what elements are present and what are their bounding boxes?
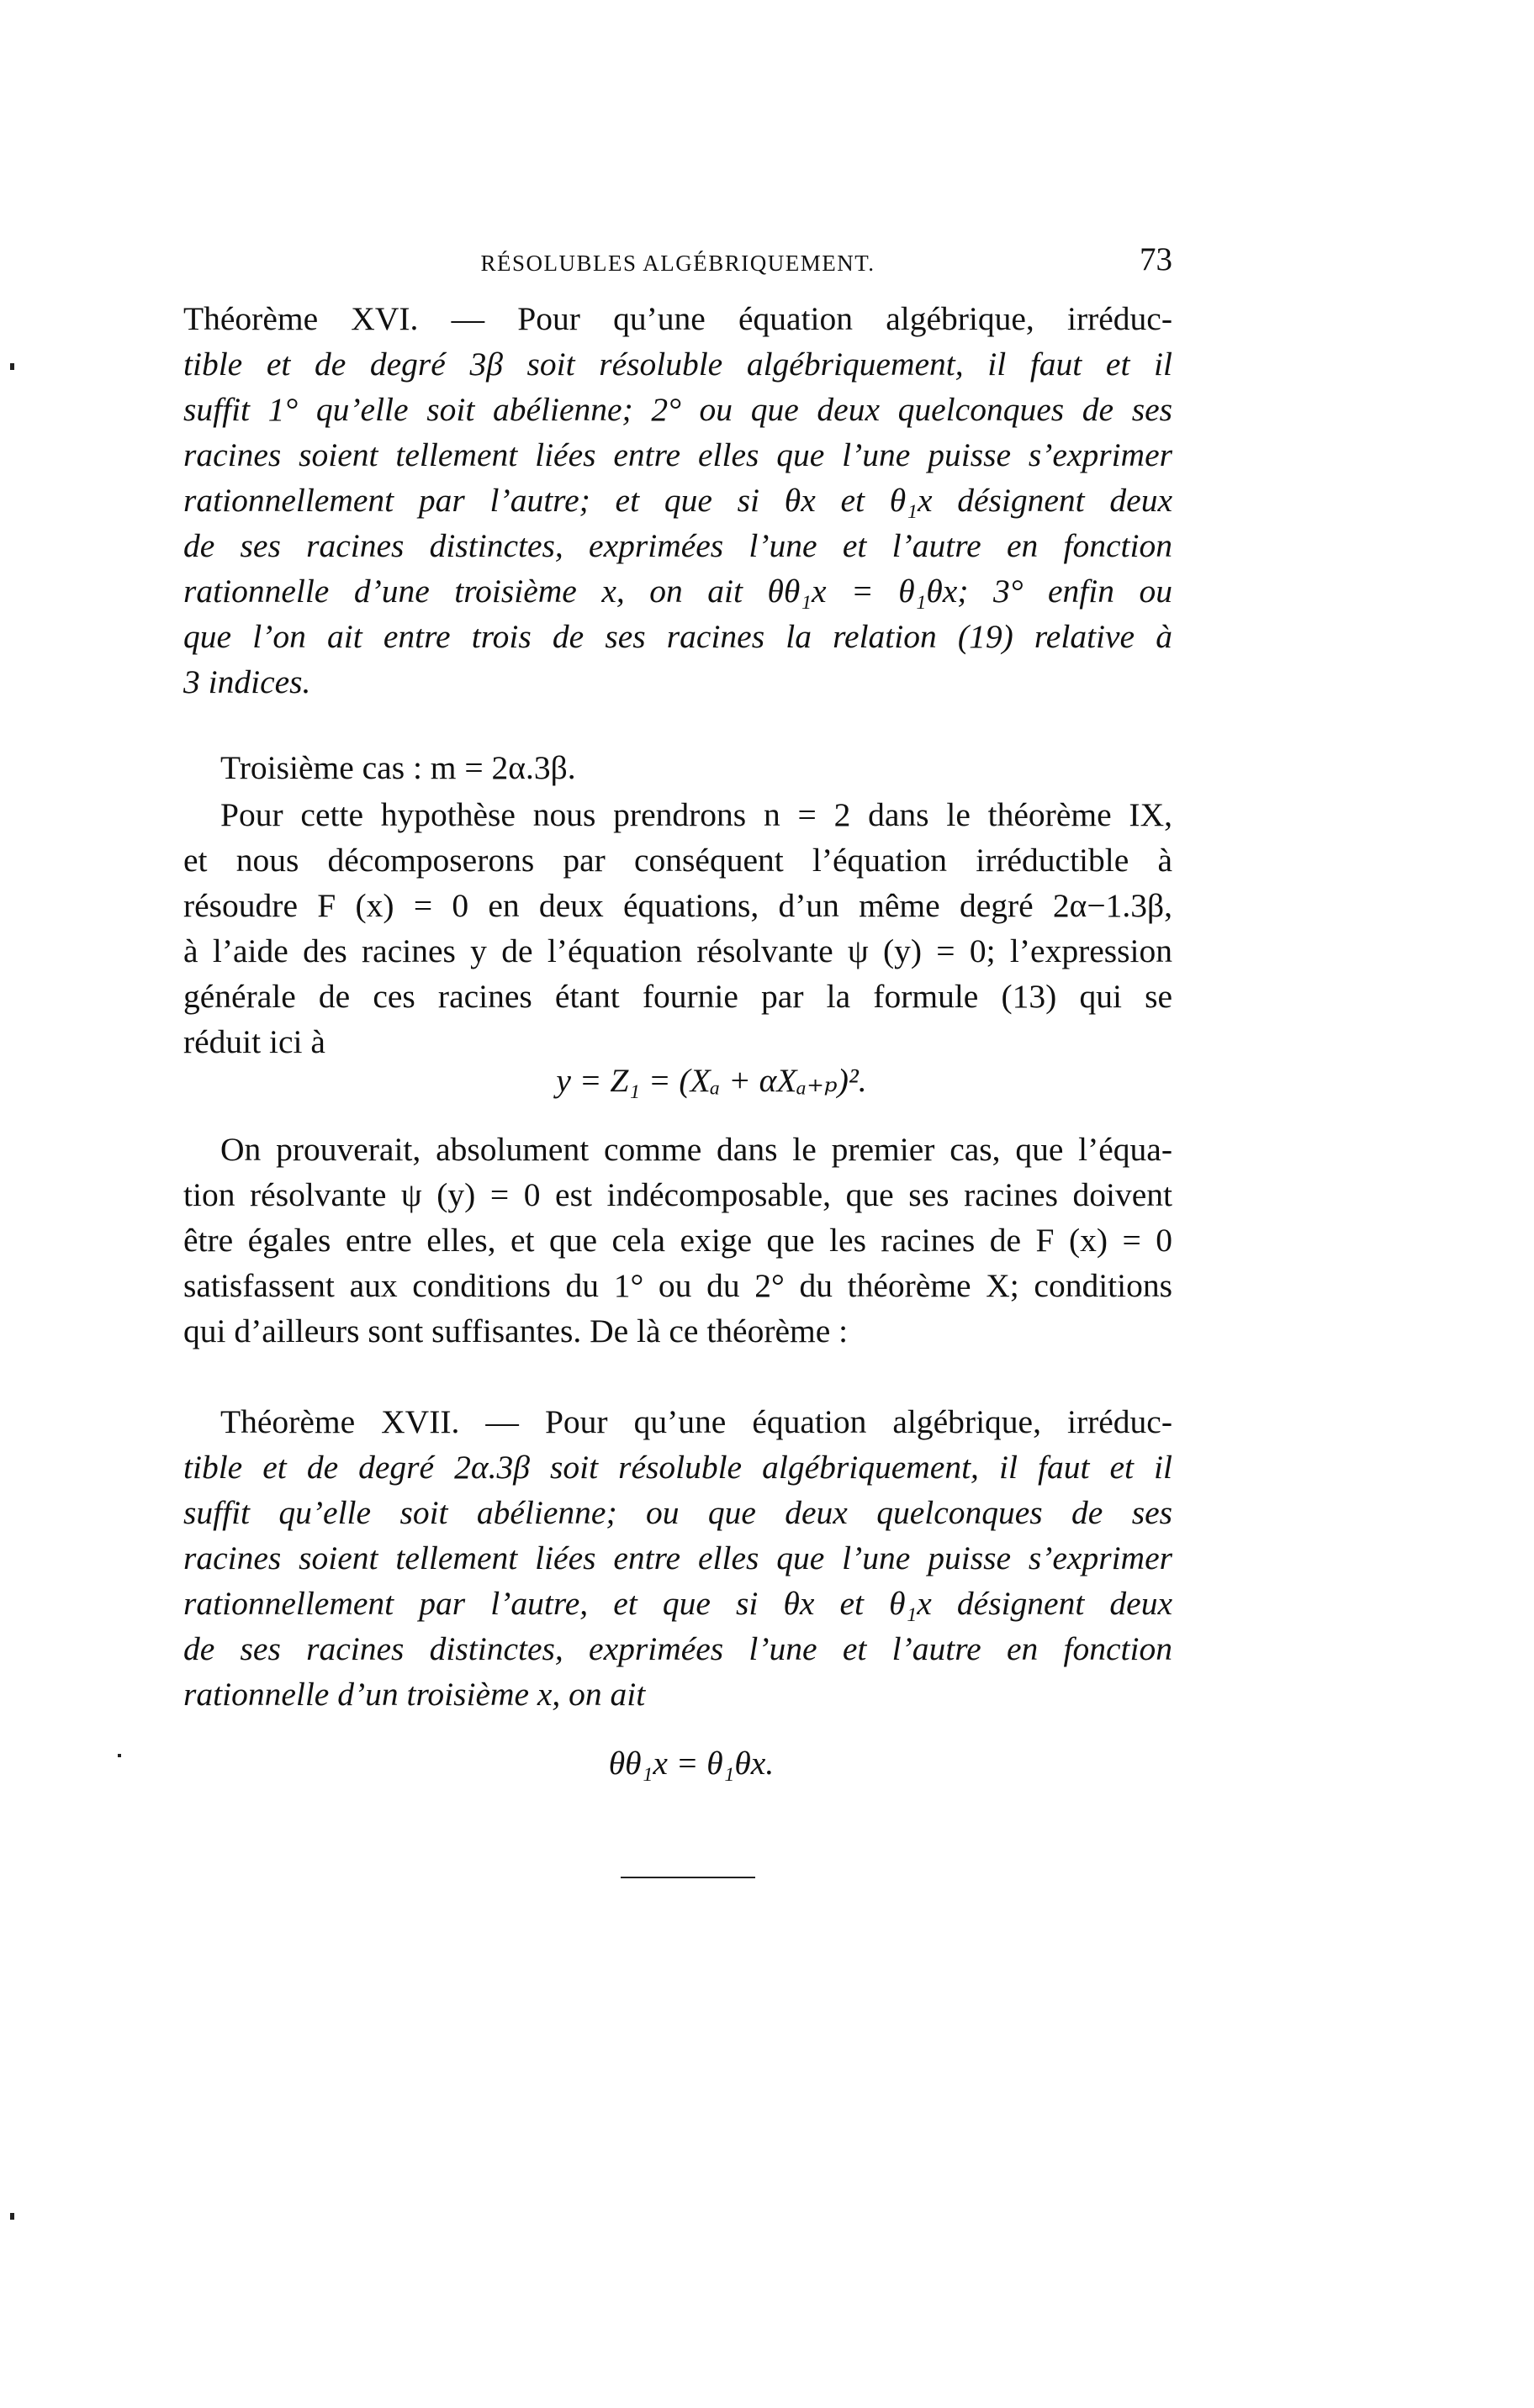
running-title: RÉSOLUBLES ALGÉBRIQUEMENT.: [480, 251, 875, 276]
theorem-16: [183, 296, 1172, 705]
scan-speck: [10, 363, 14, 370]
theorem-16-line: 3 indices.: [183, 663, 311, 700]
scan-speck: [118, 1754, 121, 1757]
paragraph-line: réduit ici à: [183, 1023, 325, 1060]
paragraph-line: être égales entre elles, et que cela exige que les racines de F (x) = 0: [183, 1222, 1172, 1259]
case-3-heading: Troisième cas : m = 2α.3β.: [220, 749, 576, 786]
paragraph-line: résoudre F (x) = 0 en deux équations, d’un même degré 2α−1.3β,: [183, 887, 1172, 924]
paragraph-line: Pour cette hypothèse nous prendrons n = 2 dans le théorème IX,: [220, 796, 1172, 833]
end-rule: [621, 1877, 755, 1878]
theorem-17-line: tible et de degré 2α.3β soit résoluble algébriquement, il faut et il: [183, 1449, 1172, 1486]
theorem-17-line: Théorème XVII. — Pour qu’une équation algébrique, irréduc-: [220, 1403, 1172, 1440]
case-3-heading-block: [183, 745, 1172, 790]
theorem-17-line: racines soient tellement liées entre elles que l’une puisse s’exprimer: [183, 1539, 1172, 1576]
paragraph-line: On prouverait, absolument comme dans le premier cas, que l’équa-: [220, 1131, 1172, 1168]
case-3-paragraph-2: [183, 1127, 1172, 1354]
page-header: [183, 240, 1172, 291]
theorem-16-line: rationnelle d’une troisième x, on ait θθ₁x = θ₁θx; 3° enfin ou: [183, 573, 1172, 610]
paragraph-line: et nous décomposerons par conséquent l’équation irréductible à: [183, 842, 1172, 879]
case-3-paragraph-1: [183, 792, 1172, 1064]
theorem-17-line: suffit qu’elle soit abélienne; ou que deux quelconques de ses: [183, 1494, 1172, 1531]
theorem-16-line: tible et de degré 3β soit résoluble algébriquement, il faut et il: [183, 346, 1172, 383]
theorem-17-line: rationnellement par l’autre, et que si θx et θ₁x désignent deux: [183, 1585, 1172, 1622]
theorem-17-line: de ses racines distinctes, exprimées l’une et l’autre en fonction: [183, 1630, 1172, 1667]
scan-speck: [10, 2213, 14, 2220]
theorem-16-line: de ses racines distinctes, exprimées l’une et l’autre en fonction: [183, 527, 1172, 564]
paragraph-line: tion résolvante ψ (y) = 0 est indécomposable, que ses racines doivent: [183, 1176, 1172, 1213]
theorem-16-line: rationnellement par l’autre; et que si θx et θ₁x désignent deux: [183, 482, 1172, 519]
theorem-16-line: Théorème XVI. — Pour qu’une équation algébrique, irréduc-: [183, 300, 1172, 337]
theorem-17-line: rationnelle d’un troisième x, on ait: [183, 1676, 646, 1713]
theorem-17: [183, 1399, 1172, 1717]
paragraph-line: générale de ces racines étant fournie par la formule (13) qui se: [183, 978, 1172, 1015]
paragraph-line: à l’aide des racines y de l’équation résolvante ψ (y) = 0; l’expression: [183, 932, 1172, 969]
paragraph-line: qui d’ailleurs sont suffisantes. De là ce théorème :: [183, 1312, 849, 1349]
page-number: 73: [1140, 241, 1172, 277]
paragraph-line: satisfassent aux conditions du 1° ou du 2° du théorème X; conditions: [183, 1267, 1172, 1304]
theorem-16-line: suffit 1° qu’elle soit abélienne; 2° ou que deux quelconques de ses: [183, 391, 1172, 428]
theorem-16-line: racines soient tellement liées entre elles que l’une puisse s’exprimer: [183, 436, 1172, 473]
formula-theorem-17: θθ₁x = θ₁θx.: [608, 1745, 775, 1782]
formula-resolvent-root: y = Z₁ = (Xₐ + αXₐ₊ₚ)².: [556, 1062, 867, 1099]
theorem-16-line: que l’on ait entre trois de ses racines la relation (19) relative à: [183, 618, 1172, 655]
